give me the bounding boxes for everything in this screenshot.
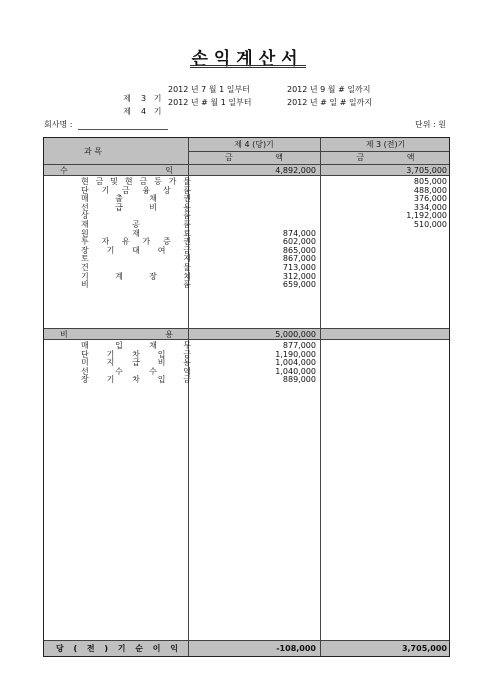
revenue-item-current: 312,000 [282, 271, 316, 281]
revenue-item-name-text: 기 계 장 치 [81, 271, 191, 281]
expense-item-current: 1,040,000 [275, 366, 316, 376]
revenue-item-name [81, 204, 191, 213]
company-name-underline [78, 129, 168, 130]
revenue-item-name-text: 건 물 [81, 263, 191, 272]
revenue-item-name-text: 선 급 비 용 [81, 202, 191, 212]
expense-item-current: 1,004,000 [275, 358, 316, 368]
header-current-period: 제 4 (당)기 [234, 140, 274, 149]
expense-item-name [81, 376, 191, 385]
revenue-item-name-text: 현 금 및 현 금 등 가 물 [81, 177, 191, 186]
period-row-1-end: 2012 년 9 월 # 일까지 [287, 85, 371, 94]
revenue-item-previous: 334,000 [413, 202, 447, 212]
revenue-item-current: 713,000 [282, 263, 316, 272]
expense-item-name [81, 359, 191, 368]
revenue-item-name [81, 247, 191, 256]
unit-label: 단위 : 원 [415, 120, 446, 129]
period-row-2-start: 2012 년 # 월 1 일부터 [168, 98, 252, 107]
revenue-item-name-text: 투 자 유 가 증 권 [81, 237, 191, 247]
title-underline-2 [190, 67, 306, 68]
revenue-item-name-text: 비 품 [81, 280, 191, 290]
income-statement-table [43, 137, 450, 657]
revenue-item-name [81, 281, 191, 290]
header-current-amount: 금 액 [225, 153, 283, 162]
header-bottom-line [44, 164, 449, 165]
net-income-label-char: 이 [152, 644, 161, 653]
revenue-item-name [81, 230, 191, 239]
expense-current-total: 5,000,000 [275, 330, 316, 339]
revenue-item-previous: 510,000 [413, 220, 447, 229]
period-row-1-start: 2012 년 7 월 1 일부터 [168, 85, 250, 94]
header-mid-line [188, 151, 449, 152]
revenue-item-previous: 1,192,000 [406, 211, 447, 221]
expense-item-name-text: 장 기 차 입 금 [81, 375, 191, 385]
revenue-item-name-text: 토 지 [81, 254, 191, 264]
net-income-label-char: 전 [86, 644, 95, 653]
expense-item-current: 877,000 [282, 341, 316, 350]
net-income-label-char: 순 [135, 644, 143, 653]
period-row-1: 제 3 기 [123, 94, 162, 103]
revenue-item-current: 874,000 [282, 228, 316, 238]
expense-item-name-text: 선 수 수 익 [81, 366, 191, 376]
revenue-item-name [81, 195, 191, 204]
revenue-item-name-text: 재 공 품 [81, 220, 191, 229]
net-income-label-char: ( [73, 644, 78, 653]
revenue-item-name [81, 273, 191, 282]
revenue-item-current: 602,000 [282, 237, 316, 247]
net-income-top-line [44, 640, 449, 641]
period-row-2-end: 2012 년 # 일 # 일까지 [287, 98, 373, 107]
header-previous-period: 제 3 (전)기 [365, 140, 406, 149]
net-income-label-char: ) [104, 644, 109, 653]
title-underline [190, 65, 306, 66]
expense-top-line [44, 328, 449, 329]
company-label: 회사명 : [44, 120, 73, 129]
document-title: 손익계산서 [191, 49, 304, 69]
expense-item-name-text: 매 입 채 무 [81, 341, 191, 350]
revenue-item-name-text: 단 기 금 융 상 품 [81, 185, 191, 195]
revenue-item-name [81, 255, 191, 264]
revenue-item-previous: 488,000 [413, 185, 447, 195]
revenue-previous-total: 3,705,000 [406, 166, 447, 175]
expense-bottom-line [44, 339, 449, 340]
header-item: 과 목 [84, 147, 102, 156]
period-row-2: 제 4 기 [123, 107, 162, 116]
expense-item-name-text: 단 기 차 입 금 [81, 349, 191, 359]
expense-item-name-text: 미 지 급 비 용 [81, 358, 191, 368]
revenue-item-name [81, 187, 191, 196]
revenue-current-total: 4,892,000 [275, 166, 316, 175]
revenue-item-previous: 805,000 [413, 177, 447, 186]
net-income-previous: 3,705,000 [401, 644, 447, 653]
revenue-item-previous: 376,000 [413, 194, 447, 204]
revenue-label: 수 익 [60, 166, 173, 175]
net-income-label-char: 당 [56, 644, 64, 653]
expense-item-current: 889,000 [282, 375, 316, 385]
revenue-item-name [81, 178, 191, 187]
revenue-item-name-text: 매 출 채 권 [81, 194, 191, 204]
net-income-label-char: 기 [117, 644, 126, 653]
net-income-label-char: 익 [170, 644, 178, 653]
expense-label: 비 용 [60, 330, 173, 339]
net-income-current: -108,000 [276, 644, 316, 653]
expense-item-current: 1,190,000 [275, 349, 316, 359]
revenue-item-name-text: 원 재 료 [81, 228, 191, 238]
revenue-item-name-text: 장 기 대 여 금 [81, 245, 191, 255]
net-income-label [56, 644, 178, 653]
revenue-item-name-text: 상 품 [81, 211, 191, 221]
revenue-item-current: 867,000 [282, 254, 316, 264]
revenue-bottom-line [44, 175, 449, 176]
revenue-item-current: 865,000 [282, 245, 316, 255]
header-previous-amount: 금 액 [356, 153, 415, 162]
revenue-item-current: 659,000 [282, 280, 316, 290]
revenue-item-name [81, 264, 191, 273]
